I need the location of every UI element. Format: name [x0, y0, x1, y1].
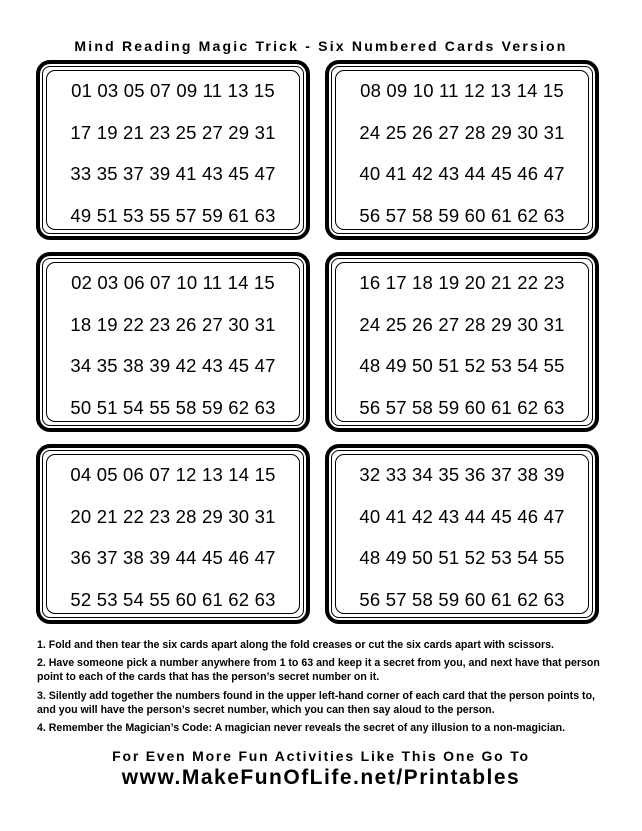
card-rows: [40, 464, 306, 630]
card-row: 36 37 38 39 44 45 46 47: [70, 547, 276, 568]
card-row: 20 21 22 23 28 29 30 31: [70, 505, 276, 527]
cards-grid: [36, 60, 611, 630]
number-card-5: [36, 444, 310, 624]
instruction-step-2: 2. Have someone pick a number anywhere from 1 to 63 and keep it a secret from you, and next have that person point to each of the cards that has the person’s secret number on it.: [37, 657, 600, 684]
card-row: 34 35 38 39 42 43 45 47: [70, 355, 276, 376]
card-row: 33 35 37 39 41 43 45 47: [70, 163, 276, 184]
number-card-3: [36, 252, 310, 432]
card-row: 49 51 53 55 57 59 61 63: [70, 204, 276, 226]
card-rows: [329, 272, 595, 438]
footer-url: www.MakeFunOfLife.net/Printables: [121, 766, 521, 789]
card-rows: [329, 80, 595, 246]
card-row: 16 17 18 19 20 21 22 23: [359, 272, 565, 293]
card-row: 18 19 22 23 26 27 30 31: [70, 313, 276, 335]
card-row: 48 49 50 51 52 53 54 55: [359, 355, 565, 376]
card-rows: [40, 80, 306, 246]
instruction-step-1: 1. Fold and then tear the six cards apart along the fold creases or cut the six cards apart with scissors.: [37, 639, 554, 651]
card-rows: [40, 272, 306, 438]
card-rows: [329, 464, 595, 630]
card-row: 02 03 06 07 10 11 14 15: [71, 272, 275, 293]
card-row: 08 09 10 11 12 13 14 15: [360, 80, 564, 101]
instruction-step-3: 3. Silently add together the numbers found in the upper left-hand corner of each card that the person points to, and you will have the person’s secret number, which you can then say aloud to the person.: [37, 689, 595, 716]
card-row: 24 25 26 27 28 29 30 31: [359, 121, 565, 143]
card-row: 52 53 54 55 60 61 62 63: [70, 588, 276, 610]
card-row: 24 25 26 27 28 29 30 31: [359, 313, 565, 335]
number-card-2: [325, 60, 599, 240]
card-row: 17 19 21 23 25 27 29 31: [70, 121, 276, 143]
card-row: 50 51 54 55 58 59 62 63: [70, 396, 276, 418]
card-row: 40 41 42 43 44 45 46 47: [359, 505, 565, 527]
card-row: 56 57 58 59 60 61 62 63: [359, 396, 565, 418]
card-row: 56 57 58 59 60 61 62 63: [359, 588, 565, 610]
number-card-1: [36, 60, 310, 240]
instructions: [37, 638, 612, 739]
footer-tagline: For Even More Fun Activities Like This One Go To: [112, 748, 530, 764]
page-title: Mind Reading Magic Trick - Six Numbered Cards Version: [74, 38, 568, 54]
card-row: 01 03 05 07 09 11 13 15: [71, 80, 275, 101]
card-row: 40 41 42 43 44 45 46 47: [359, 163, 565, 184]
number-card-4: [325, 252, 599, 432]
instruction-step-4: 4. Remember the Magician’s Code: A magician never reveals the secret of any illusion to a non-magician.: [37, 722, 566, 735]
card-row: 56 57 58 59 60 61 62 63: [359, 204, 565, 226]
card-row: 32 33 34 35 36 37 38 39: [359, 464, 565, 485]
card-row: 48 49 50 51 52 53 54 55: [359, 547, 565, 568]
card-row: 04 05 06 07 12 13 14 15: [70, 464, 276, 485]
number-card-6: [325, 444, 599, 624]
